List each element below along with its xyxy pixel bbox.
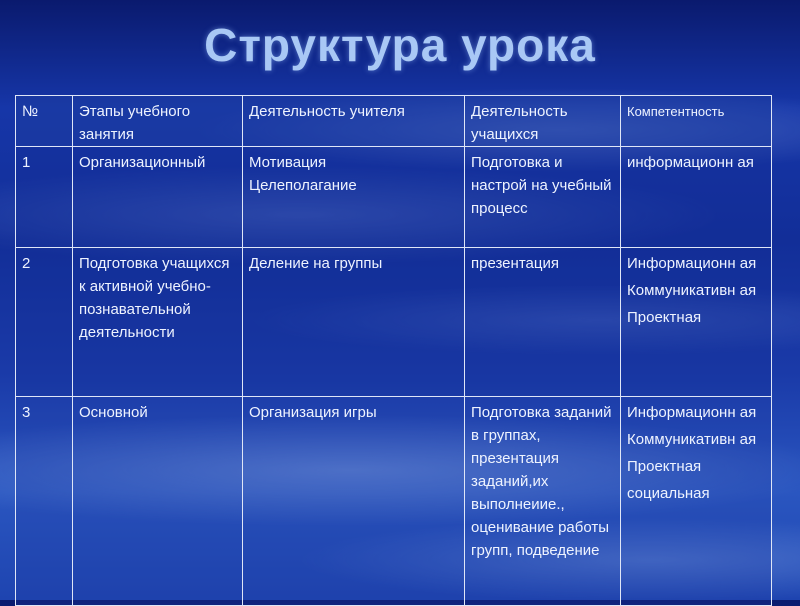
competence-item: Информационн ая xyxy=(627,255,757,272)
slide-title: Структура урока xyxy=(204,19,596,71)
competence-cell xyxy=(621,147,772,248)
teacher-activity-item: Мотивация xyxy=(249,154,327,171)
row-number: 2 xyxy=(16,248,73,397)
lesson-structure-table xyxy=(15,95,772,606)
header-stage: Этапы учебного занятия xyxy=(73,96,243,147)
competence-item: Информационн ая xyxy=(627,404,757,421)
teacher-activity-item: Целеполагание xyxy=(249,177,357,194)
competence-item: Проектная xyxy=(627,309,702,326)
teacher-activity-item: Деление на группы xyxy=(249,255,383,272)
competence-item: информационн ая xyxy=(627,154,754,171)
table-header-row xyxy=(16,96,772,147)
table-row xyxy=(16,397,772,606)
table-row xyxy=(16,248,772,397)
competence-item: социальная xyxy=(627,485,710,502)
table-row xyxy=(16,147,772,248)
teacher-activity-cell xyxy=(243,397,465,606)
header-student-activity: Деятельность учащихся xyxy=(465,96,621,147)
stage-cell: Основной xyxy=(73,397,243,606)
teacher-activity-item: Организация игры xyxy=(249,404,377,421)
row-number: 1 xyxy=(16,147,73,248)
competence-item: Коммуникативн ая xyxy=(627,431,757,448)
competence-cell xyxy=(621,248,772,397)
header-teacher-activity: Деятельность учителя xyxy=(243,96,465,147)
student-activity-cell: Подготовка и настрой на учебный процесс xyxy=(465,147,621,248)
header-competence: Компетентность xyxy=(621,96,772,147)
student-activity-cell: Подготовка заданий в группах, презентация заданий,их выполнеиие., оценивание работы групп, подведение xyxy=(465,397,621,606)
row-number: 3 xyxy=(16,397,73,606)
stage-cell: Подготовка учащихся к активной учебно-познавательной деятельности xyxy=(73,248,243,397)
teacher-activity-cell xyxy=(243,147,465,248)
competence-item: Коммуникативн ая xyxy=(627,282,757,299)
teacher-activity-cell xyxy=(243,248,465,397)
student-activity-cell: презентация xyxy=(465,248,621,397)
competence-cell xyxy=(621,397,772,606)
stage-cell: Организационный xyxy=(73,147,243,248)
competence-item: Проектная xyxy=(627,458,702,475)
header-number: № xyxy=(16,96,73,147)
